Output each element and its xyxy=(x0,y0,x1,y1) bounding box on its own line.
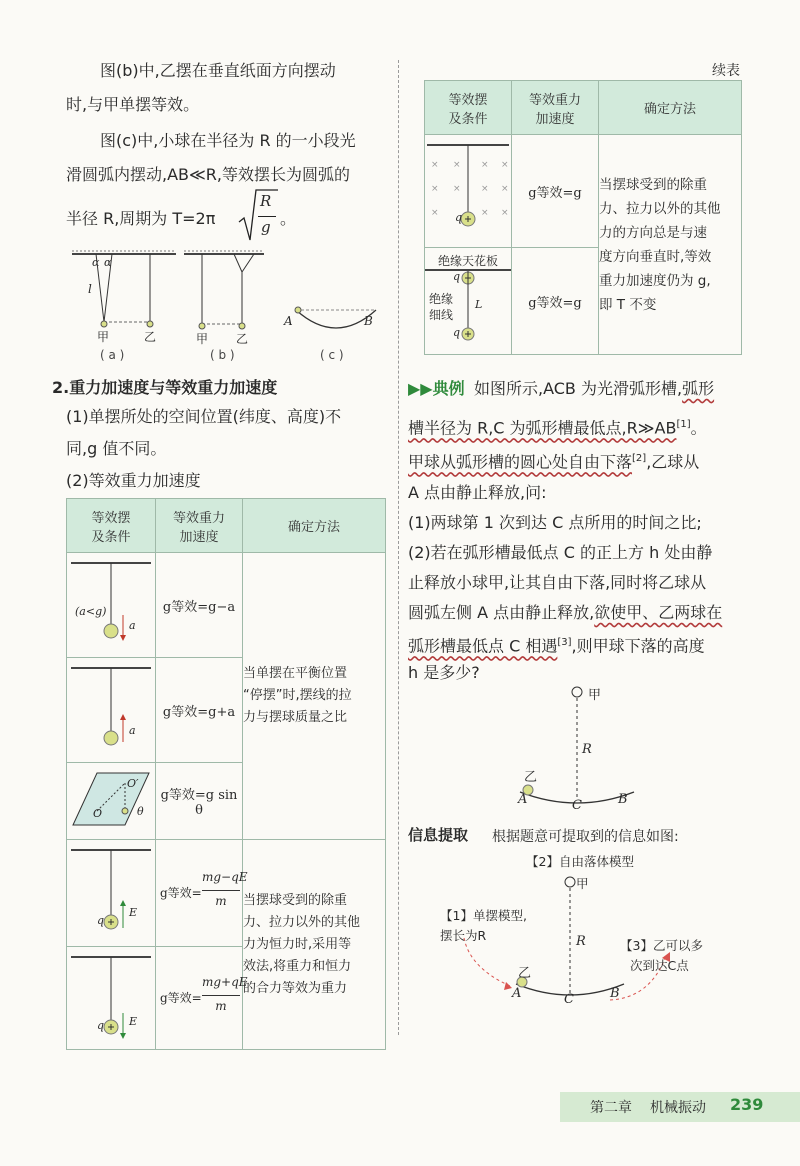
paragraph-c-line1: 图(c)中,小球在半径为 R 的一小段光 xyxy=(100,131,356,150)
svg-text:×: × xyxy=(481,160,489,170)
svg-text:×: × xyxy=(481,208,489,218)
note-2-free-fall: 【2】自由落体模型 xyxy=(526,854,634,869)
angle-theta: θ xyxy=(137,805,144,818)
g-equivalent-sin-theta: g等效=g sin θ xyxy=(156,763,243,840)
fig-jia-label: 甲 xyxy=(588,688,602,703)
cell-g-minus-qe xyxy=(156,840,248,947)
equivalent-gravity-table-continued xyxy=(424,80,742,355)
header-method: 确定方法 xyxy=(599,81,742,135)
cell-g-plus-qe xyxy=(156,947,248,1050)
svg-text:×: × xyxy=(481,184,489,194)
footer-chapter: 第二章 xyxy=(590,1100,632,1116)
fig-a-label: A xyxy=(518,792,528,807)
cell-charged-pendulum-down-field xyxy=(67,947,156,1050)
table-row xyxy=(425,135,742,248)
pendulum-accel-down-diagram xyxy=(67,553,155,653)
example-line4: A 点由静止释放,问: xyxy=(408,483,547,502)
accel-label: a xyxy=(129,724,136,737)
insulated-ceiling-label: 绝缘天花板 xyxy=(425,252,511,271)
svg-text:×: × xyxy=(431,184,439,194)
fig-a-yi-label: 乙 xyxy=(144,330,157,344)
fig-radius-label: R xyxy=(582,742,592,757)
header-pendulum-condition: 等效摆 及条件 xyxy=(425,81,512,135)
fig-b-yi-label: 乙 xyxy=(236,332,249,346)
fig-c-b-label: B xyxy=(364,314,373,328)
cell-charged-pendulum-up-field xyxy=(67,840,156,947)
fig-a-alpha-right: α xyxy=(104,256,112,269)
example-line1: 如图所示,ACB 为光滑弧形槽,弧形 xyxy=(474,379,715,398)
fig-a-length-label: l xyxy=(88,282,92,296)
field-e: E xyxy=(129,906,138,919)
charge-q-bottom: q xyxy=(453,326,461,339)
g-equivalent-prefix: g等效= xyxy=(160,886,202,900)
paragraph-c-line3: 半径 R,周期为 T=2π xyxy=(66,209,216,228)
fig-b-caption: ( b ) xyxy=(210,348,235,362)
cell-pendulum-accel-down xyxy=(67,553,156,658)
example-line3: 甲球从弧形槽的圆心处自由下落[2],乙球从 xyxy=(408,452,700,472)
fig-a-caption: ( a ) xyxy=(100,348,125,362)
fig-b-jia-label: 甲 xyxy=(196,332,209,346)
condition-a-less-g: (a<g) xyxy=(75,605,107,618)
charged-pendulum-field-up-diagram xyxy=(67,840,155,942)
cell-charged-ceiling-pendulum xyxy=(425,248,512,355)
info-fig-jia: 甲 xyxy=(576,876,589,891)
info-fig-radius: R xyxy=(576,934,586,949)
g-equivalent-prefix: g等效= xyxy=(160,991,202,1005)
svg-text:×: × xyxy=(431,160,439,170)
fraction-bar xyxy=(202,890,240,891)
note-1-simple-pendulum-line2: 摆长为R xyxy=(440,928,487,943)
info-extraction-title: 信息提取 xyxy=(408,826,469,844)
header-pendulum-condition: 等效摆 及条件 xyxy=(67,499,156,553)
section-2-title: 2.重力加速度与等效重力加速度 xyxy=(52,378,278,397)
cell-magnetic-field-pendulum xyxy=(425,135,512,248)
section-2-point1-line1: (1)单摆所处的空间位置(纬度、高度)不 xyxy=(66,407,342,426)
inclined-plane-diagram xyxy=(67,763,155,835)
charge-q: q xyxy=(455,211,463,224)
pivot-o-prime: O′ xyxy=(127,777,139,790)
svg-text:×: × xyxy=(501,184,509,194)
table-header-row xyxy=(425,81,742,135)
g-equivalent-g: g等效=g xyxy=(512,248,599,355)
formula-numerator: R xyxy=(260,192,272,210)
charge-q: q xyxy=(97,1019,105,1032)
svg-text:×: × xyxy=(501,160,509,170)
fig-c-label: C xyxy=(572,798,582,813)
info-fig-b: B xyxy=(610,986,620,1001)
period-formula-root xyxy=(238,188,278,244)
fig-a-jia-label: 甲 xyxy=(97,330,110,344)
g-equivalent-minus-a: g等效=g−a xyxy=(156,553,243,658)
header-equivalent-g: 等效重力 加速度 xyxy=(512,81,599,135)
charge-q-top: q xyxy=(453,270,461,283)
header-equivalent-g: 等效重力 加速度 xyxy=(156,499,243,553)
formula-denominator: g xyxy=(261,218,271,236)
fraction-denominator: m xyxy=(215,999,227,1013)
fig-b-label: B xyxy=(618,792,628,807)
fraction-numerator: mg−qE xyxy=(202,870,248,884)
svg-text:×: × xyxy=(501,208,509,218)
magnetic-field-pendulum-diagram xyxy=(425,135,511,243)
continued-label: 续表 xyxy=(712,63,740,79)
method-stop-pendulum: 当单摆在平衡位置 “停摆”时,摆线的拉 力与摆球质量之比 xyxy=(243,553,386,840)
info-extraction-text: 根据题意可提取到的信息如图: xyxy=(492,829,679,845)
example-tag: ▶▶典例 xyxy=(408,379,465,398)
equivalent-gravity-table xyxy=(66,498,386,1050)
table-row xyxy=(67,553,386,658)
example-question2-line1: (2)若在弧形槽最低点 C 的正上方 h 处由静 xyxy=(408,543,713,562)
charged-pendulum-field-down-diagram xyxy=(67,947,155,1045)
method-constant-force: 当摆球受到的除重 力、拉力以外的其他 力为恒力时,采用等 效法,将重力和恒力 的合力等效为重力 xyxy=(243,840,386,1050)
info-fig-c: C xyxy=(564,992,574,1007)
example-question2-line3: 圆弧左侧 A 点由静止释放,欲使甲、乙两球在 xyxy=(408,603,723,622)
svg-text:×: × xyxy=(431,208,439,218)
point-o: O xyxy=(93,807,103,820)
info-fig-a: A xyxy=(512,986,522,1001)
column-separator xyxy=(398,60,399,1035)
example-question2-line2: 止释放小球甲,让其自由下落,同时将乙球从 xyxy=(408,573,707,592)
insulated-line-label-1: 绝缘 xyxy=(429,292,454,306)
example-line2: 槽半径为 R,C 为弧形槽最低点,R≫AB[1]。 xyxy=(408,418,707,438)
fig-c-a-label: A xyxy=(284,314,293,328)
paragraph-c-line2: 滑圆弧内摆动,AB≪R,等效摆长为圆弧的 xyxy=(66,165,350,184)
info-fig-yi: 乙 xyxy=(518,966,532,981)
g-equivalent-g: g等效=g xyxy=(512,135,599,248)
svg-text:×: × xyxy=(453,184,461,194)
example-figure xyxy=(500,680,650,810)
note-1-simple-pendulum-line1: 【1】单摆模型, xyxy=(440,908,527,923)
fig-yi-label: 乙 xyxy=(524,770,538,785)
note-3-multiple-arrivals-line2: 次到达C点 xyxy=(630,958,689,973)
charge-q: q xyxy=(97,914,105,927)
accel-label: a xyxy=(129,619,136,632)
paragraph-b-line2: 时,与甲单摆等效。 xyxy=(66,95,200,114)
paragraph-c-end: 。 xyxy=(280,209,297,228)
example-question2-line4: 弧形槽最低点 C 相遇[3],则甲球下落的高度 xyxy=(408,636,705,656)
length-l: L xyxy=(475,298,483,311)
table-row xyxy=(67,840,386,947)
footer-chapter-name: 机械振动 xyxy=(650,1100,706,1116)
fraction-numerator: mg+qE xyxy=(202,975,248,989)
table-header-row xyxy=(67,499,386,553)
cell-pendulum-accel-up xyxy=(67,658,156,763)
fraction-bar xyxy=(202,995,240,996)
note-3-multiple-arrivals-line1: 【3】乙可以多 xyxy=(620,938,703,953)
fig-c-caption: ( c ) xyxy=(320,348,344,362)
example-question2-line5: h 是多少? xyxy=(408,663,480,682)
cell-inclined-pendulum xyxy=(67,763,156,840)
method-perpendicular-force: 当摆球受到的除重 力、拉力以外的其他 力的方向总是与速 度方向垂直时,等效 重力加速度仍为 g, 即 T 不变 xyxy=(599,135,742,355)
svg-text:×: × xyxy=(453,160,461,170)
example-question1: (1)两球第 1 次到达 C 点所用的时间之比; xyxy=(408,513,702,532)
section-2-point1-line2: 同,g 值不同。 xyxy=(66,439,167,458)
g-equivalent-plus-a: g等效=g+a xyxy=(156,658,243,763)
pendulum-accel-up-diagram xyxy=(67,658,155,758)
section-2-point2: (2)等效重力加速度 xyxy=(66,471,201,490)
header-method: 确定方法 xyxy=(243,499,386,553)
page-number: 239 xyxy=(730,1095,764,1114)
field-e: E xyxy=(129,1015,138,1028)
fig-a-alpha-left: α xyxy=(92,256,100,269)
paragraph-b-line1: 图(b)中,乙摆在垂直纸面方向摆动 xyxy=(100,61,336,80)
fraction-denominator: m xyxy=(215,894,227,908)
insulated-line-label-2: 细线 xyxy=(429,308,454,322)
formula-fraction-bar xyxy=(258,216,276,217)
